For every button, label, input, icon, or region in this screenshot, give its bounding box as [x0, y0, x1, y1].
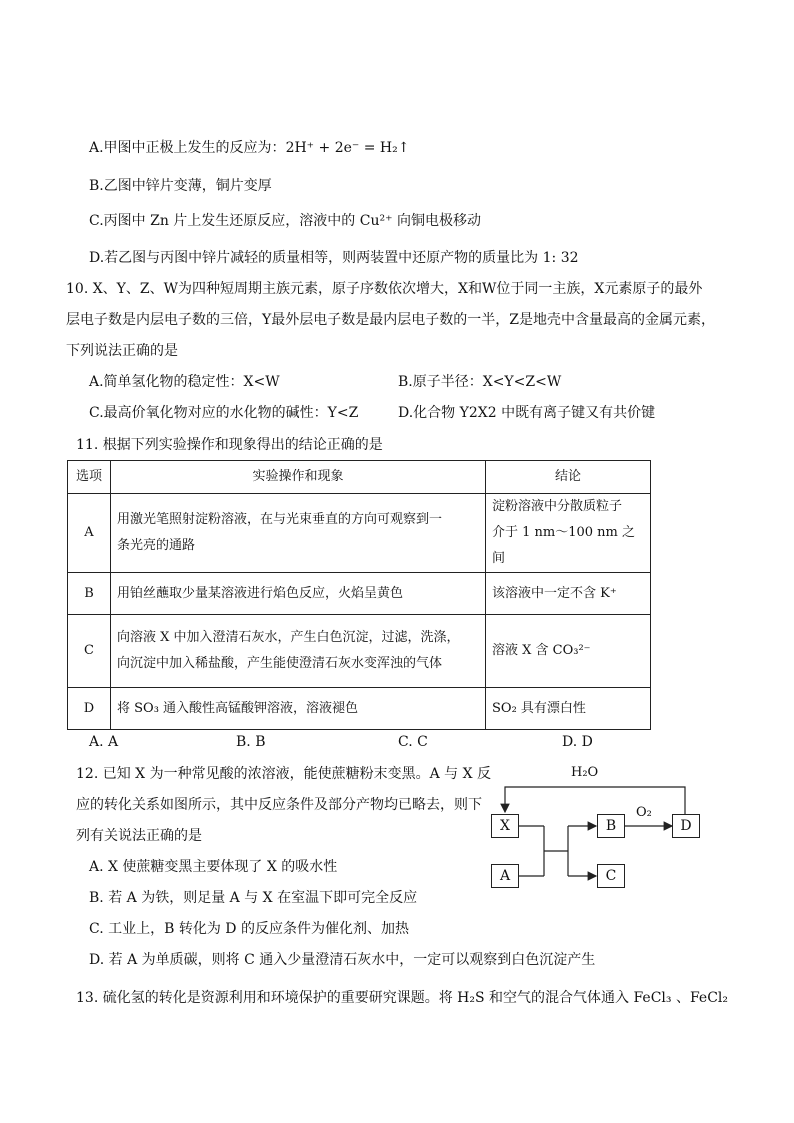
q9-option-c — [89, 212, 481, 230]
q12-stem-line3: 列有关说法正确的是 — [76, 828, 202, 844]
q11-choice-c: C. C — [398, 734, 428, 750]
table-row — [68, 615, 651, 688]
diagram-box-d: D — [672, 814, 700, 838]
table-header-row — [68, 461, 651, 494]
row-operation: 将 SO₃ 通入酸性高锰酸钾溶液，溶液褪色 — [111, 688, 486, 730]
table-row — [68, 688, 651, 730]
table-row — [68, 494, 651, 573]
q9-option-b: B.乙图中锌片变薄，铜片变厚 — [89, 178, 272, 194]
q13-stem-line1: 13. 硫化氢的转化是资源利用和环境保护的重要研究课题。将 H₂S 和空气的混合气体通入 FeCl₃ 、FeCl₂ — [76, 990, 728, 1006]
q10-stem-line2: 层电子数是内层电子数的三倍，Y最外层电子数是最内层电子数的一半，Z是地壳中含量最高的金属元素， — [66, 312, 715, 328]
q12-stem-line2: 应的转化关系如图所示，其中反应条件及部分产物均已略去，则下 — [76, 797, 482, 813]
q12-option-a: A. X 使蔗糖变黑主要体现了 X 的吸水性 — [89, 859, 338, 875]
q9-option-c-ion: Cu²⁺ — [359, 213, 393, 229]
q12-option-d: D. 若 A 为单质碳，则将 C 通入少量澄清石灰水中，一定可以观察到白色沉淀产生 — [89, 952, 596, 968]
row-operation: 用铂丝蘸取少量某溶液进行焰色反应，火焰呈黄色 — [111, 573, 486, 615]
row-operation — [111, 615, 486, 688]
row-option: C — [68, 615, 111, 688]
diagram-box-c: C — [597, 864, 625, 888]
header-option: 选项 — [68, 461, 111, 494]
row-operation-line2: 向沉淀中加入稀盐酸，产生能使澄清石灰水变浑浊的气体 — [117, 656, 443, 671]
row-operation — [111, 494, 486, 573]
q11-choice-a: A. A — [89, 734, 119, 750]
row-operation-line1: 用激光笔照射淀粉溶液，在与光束垂直的方向可观察到一 — [117, 512, 443, 527]
row-conclusion: SO₂ 具有漂白性 — [486, 688, 651, 730]
row-conclusion-line1: 淀粉溶液中分散质粒子 — [492, 499, 623, 514]
row-conclusion: 溶液 X 含 CO₃²⁻ — [486, 615, 651, 688]
q9-option-a — [89, 139, 409, 157]
q12-option-b: B. 若 A 为铁，则足量 A 与 X 在室温下即可完全反应 — [89, 890, 418, 906]
row-conclusion: 该溶液中一定不含 K⁺ — [486, 573, 651, 615]
q10-option-c: C.最高价氧化物对应的水化物的碱性：Y<Z — [89, 405, 359, 421]
q10-stem-line1: 10. X、Y、Z、W为四种短周期主族元素，原子序数依次增大，X和W位于同一主族，X元素原子的最外 — [66, 281, 703, 297]
header-conclusion: 结论 — [486, 461, 651, 494]
row-conclusion — [486, 494, 651, 573]
table-row — [68, 573, 651, 615]
header-operation: 实验操作和现象 — [111, 461, 486, 494]
row-operation-line1: 向溶液 X 中加入澄清石灰水，产生白色沉淀，过滤，洗涤， — [117, 630, 460, 645]
h2o-return-arrow — [505, 787, 685, 814]
diagram-box-a: A — [491, 864, 519, 888]
row-option: A — [68, 494, 111, 573]
q11-choice-b: B. B — [236, 734, 266, 750]
q11-table — [67, 460, 651, 730]
q9-option-a-formula: 2H⁺ + 2e⁻ = H₂↑ — [285, 140, 410, 156]
q10-stem-line3: 下列说法正确的是 — [66, 343, 178, 359]
diagram-box-b: B — [597, 814, 625, 838]
q12-stem-line1: 12. 已知 X 为一种常见酸的浓溶液，能使蔗糖粉末变黑。A 与 X 反 — [76, 766, 492, 782]
q9-option-a-text: A.甲图中正极上发生的反应为： — [89, 140, 286, 156]
q10-option-d: D.化合物 Y2X2 中既有离子键又有共价键 — [398, 405, 656, 421]
q9-option-c-text: C.丙图中 Zn 片上发生还原反应，溶液中的 — [89, 213, 360, 229]
row-option: D — [68, 688, 111, 730]
q9-option-d: D.若乙图与丙图中锌片减轻的质量相等，则两装置中还原产物的质量比为 1: 32 — [89, 250, 579, 266]
row-operation-line2: 条光亮的通路 — [117, 538, 196, 553]
diagram-box-x: X — [491, 814, 519, 838]
q9-option-c-tail: 向铜电极移动 — [392, 213, 481, 229]
diagram-top-label: H₂O — [571, 765, 599, 780]
q11-choice-d: D. D — [562, 734, 593, 750]
q10-option-a: A.简单氢化物的稳定性：X<W — [89, 374, 280, 390]
q11-stem: 11. 根据下列实验操作和现象得出的结论正确的是 — [76, 437, 383, 453]
row-option: B — [68, 573, 111, 615]
q10-option-b: B.原子半径：X<Y<Z<W — [398, 374, 562, 390]
diagram-arrow-label: O₂ — [636, 805, 652, 820]
q12-option-c: C. 工业上，B 转化为 D 的反应条件为催化剂、加热 — [89, 921, 409, 937]
row-conclusion-line2: 介于 1 nm～100 nm 之间 — [492, 525, 636, 566]
